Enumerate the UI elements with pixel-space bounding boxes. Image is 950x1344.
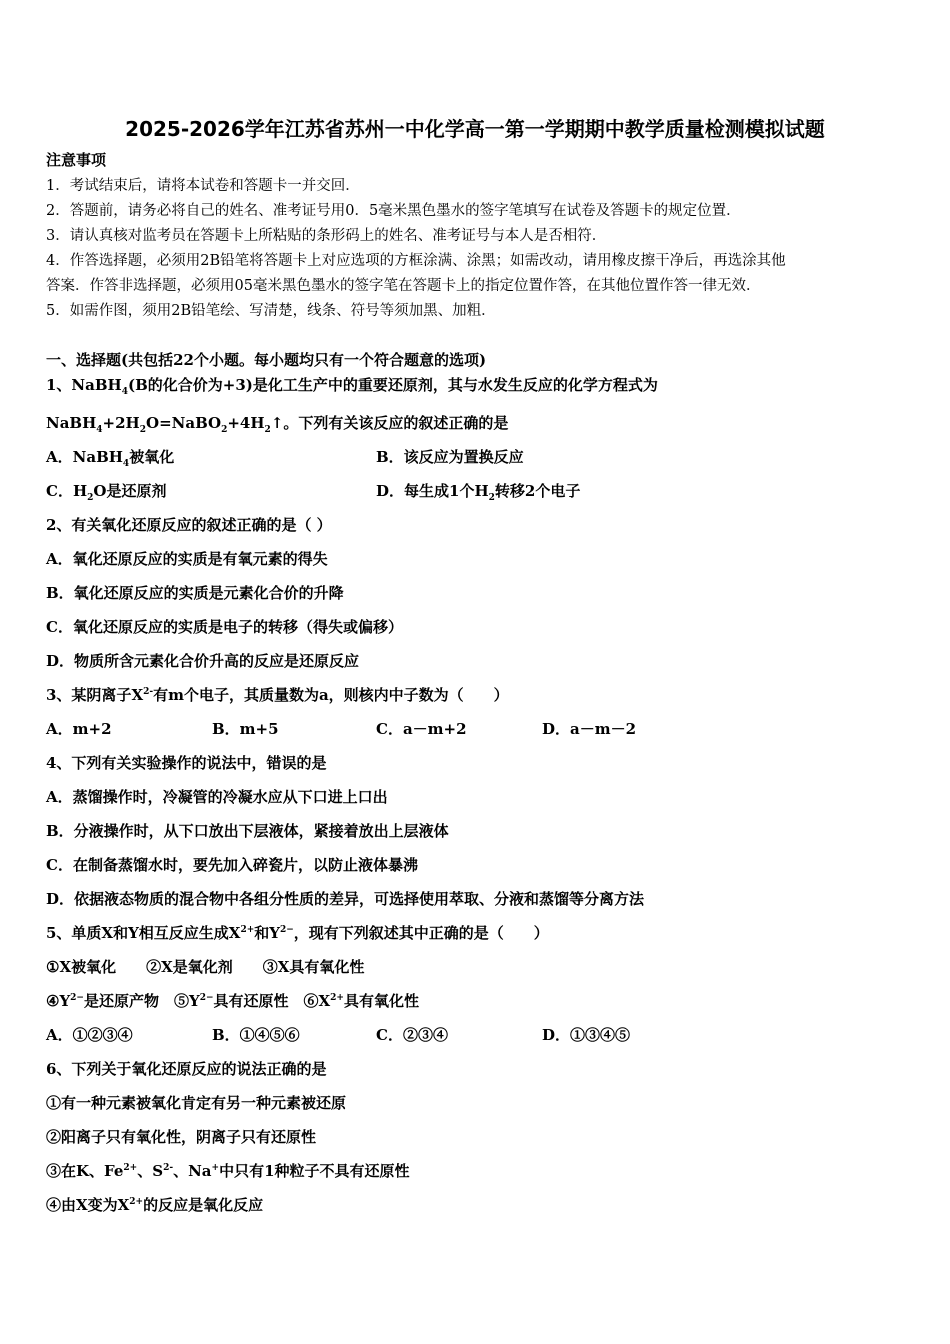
subscript: 2 [139, 425, 146, 435]
text-run: A．m+2 [46, 720, 112, 738]
question-text [46, 821, 449, 841]
text-run: B．分液操作时，从下口放出下层液体，紧接着放出上层液体 [46, 822, 449, 840]
question-text [46, 350, 486, 370]
option [46, 481, 166, 501]
option [212, 719, 279, 739]
text-run: 和Y [254, 924, 280, 942]
superscript: 2+ [123, 1163, 138, 1173]
text-run: A．NaBH [46, 448, 123, 466]
text-run: C．在制备蒸馏水时，要先加入碎瓷片，以防止液体暴沸 [46, 856, 418, 874]
question-text [46, 889, 644, 909]
text-run: O是还原剂 [93, 482, 167, 500]
text-run: ④Y [46, 992, 71, 1010]
text-run: 、Na [173, 1162, 212, 1180]
option [212, 1025, 300, 1045]
question-text [46, 923, 549, 943]
question-text [46, 375, 658, 395]
subscript: 4 [121, 387, 128, 397]
text-run: ③在K、Fe [46, 1162, 124, 1180]
text-run: A．蒸馏操作时，冷凝管的冷凝水应从下口进上口出 [46, 788, 388, 806]
text-run: +4H [227, 414, 265, 432]
question-text [46, 685, 509, 705]
text-run: ，现有下列叙述其中正确的是（ ） [293, 924, 549, 942]
text-run: 4、下列有关实验操作的说法中，错误的是 [46, 754, 327, 772]
text-run: ①X被氧化 ②X是氧化剂 ③X具有氧化性 [46, 958, 365, 976]
question-text [46, 957, 364, 977]
notice-item: 5．如需作图，须用2B铅笔绘、写清楚，线条、符号等须加黑、加粗． [46, 303, 496, 319]
superscript: 2+ [129, 1197, 144, 1207]
subscript: 2 [87, 493, 94, 503]
text-run: D．a－m－2 [542, 720, 637, 738]
notice-item: 答案．作答非选择题，必须用05毫米黑色墨水的签字笔在答题卡上的指定位置作答，在其他位置作答一律无效． [46, 278, 761, 294]
notice-item: 4．作答选择题，必须用2B铅笔将答题卡上对应选项的方框涂满、涂黑；如需改动，请用橡皮擦干净后，再选涂其他 [46, 253, 786, 269]
text-run: B．氧化还原反应的实质是元素化合价的升降 [46, 584, 344, 602]
text-run: (B的化合价为+3)是化工生产中的重要还原剂，其与水发生反应的化学方程式为 [127, 376, 658, 394]
question-text [46, 1127, 316, 1147]
superscript: 2− [70, 993, 84, 1003]
text-run: D．每生成1个H [376, 482, 489, 500]
text-run: 转移2个电子 [494, 482, 581, 500]
page-title: 2025-2026学年江苏省苏州一中化学高一第一学期期中教学质量检测模拟试题 [125, 117, 825, 141]
text-run: 3、某阴离子X [46, 686, 144, 704]
subscript: 4 [122, 459, 130, 469]
text-run: C．H [46, 482, 88, 500]
text-run: C．②③④ [376, 1026, 448, 1044]
text-run: +2H [102, 414, 140, 432]
text-run: NaBH [46, 414, 97, 432]
text-run: 1、NaBH [46, 376, 122, 394]
text-run: 中只有1种粒子不具有还原性 [219, 1162, 410, 1180]
text-run: 被氧化 [129, 448, 175, 466]
option [376, 719, 467, 739]
text-run: 6、下列关于氧化还原反应的说法正确的是 [46, 1060, 327, 1078]
question-text [46, 413, 508, 433]
question-text [46, 549, 328, 569]
text-run: D．依据液态物质的混合物中各组分性质的差异，可选择使用萃取、分液和蒸馏等分离方法 [46, 890, 645, 908]
text-run: A．氧化还原反应的实质是有氧元素的得失 [46, 550, 328, 568]
option [46, 447, 174, 467]
option [376, 481, 580, 501]
question-text [46, 855, 418, 875]
question-text [46, 991, 419, 1011]
question-text [46, 617, 403, 637]
text-run: 具有氧化性 [343, 992, 419, 1010]
superscript: 2− [199, 993, 214, 1003]
notice-item: 2．答题前，请务必将自己的姓名、准考证号用0．5毫米黑色墨水的签字笔填写在试卷及答题卡的规定位置． [46, 203, 741, 219]
superscript: + [211, 1163, 220, 1173]
question-text [46, 583, 344, 603]
notice-item: 3．请认真核对监考员在答题卡上所粘贴的条形码上的姓名、准考证号与本人是否相符． [46, 228, 607, 244]
text-run: 具有还原性 ⑥X [213, 992, 331, 1010]
superscript: 2− [279, 925, 294, 935]
question-text [46, 1093, 346, 1113]
option [376, 447, 524, 467]
question-text [46, 787, 388, 807]
subscript: 4 [96, 425, 103, 435]
text-run: A．①②③④ [46, 1026, 133, 1044]
question-text [46, 651, 359, 671]
text-run: B．①④⑤⑥ [212, 1026, 300, 1044]
text-run: 2、有关氧化还原反应的叙述正确的是（ ） [46, 516, 332, 534]
superscript: 2- [163, 1163, 174, 1173]
text-run: B．m+5 [212, 720, 279, 738]
text-run: ②阳离子只有氧化性，阴离子只有还原性 [46, 1128, 317, 1146]
text-run: 的反应是氧化反应 [143, 1196, 264, 1214]
superscript: 2- [143, 687, 154, 697]
subscript: 2 [221, 425, 228, 435]
text-run: 有m个电子，其质量数为a，则核内中子数为（ ） [153, 686, 509, 704]
question-text [46, 1161, 410, 1181]
text-run: 、S [137, 1162, 164, 1180]
text-run: D．①③④⑤ [542, 1026, 631, 1044]
question-text [46, 515, 332, 535]
text-run: ①有一种元素被氧化肯定有另一种元素被还原 [46, 1094, 347, 1112]
notice-heading: 注意事项 [46, 151, 107, 169]
notice-item: 1．考试结束后，请将本试卷和答题卡一并交回． [46, 178, 360, 194]
text-run: O=NaBO [146, 414, 222, 432]
text-run: C．a－m+2 [376, 720, 467, 738]
superscript: 2+ [240, 925, 255, 935]
superscript: 2+ [330, 993, 344, 1003]
option [46, 1025, 133, 1045]
text-run: D．物质所含元素化合价升高的反应是还原反应 [46, 652, 360, 670]
text-run: 一、选择题(共包括22个小题。每小题均只有一个符合题意的选项) [46, 351, 487, 369]
question-text [46, 1059, 326, 1079]
option [46, 719, 112, 739]
option [376, 1025, 448, 1045]
option [542, 719, 636, 739]
text-run: B．该反应为置换反应 [376, 448, 524, 466]
question-text [46, 753, 326, 773]
text-run: C．氧化还原反应的实质是电子的转移（得失或偏移） [46, 618, 403, 636]
text-run: ④由X变为X [46, 1196, 130, 1214]
text-run: ↑。下列有关该反应的叙述正确的是 [270, 414, 509, 432]
option [542, 1025, 630, 1045]
question-text [46, 1195, 263, 1215]
subscript: 2 [488, 493, 495, 503]
text-run: 5、单质X和Y相互反应生成X [46, 924, 241, 942]
text-run: 是还原产物 ⑤Y [83, 992, 200, 1010]
subscript: 2 [264, 425, 271, 435]
